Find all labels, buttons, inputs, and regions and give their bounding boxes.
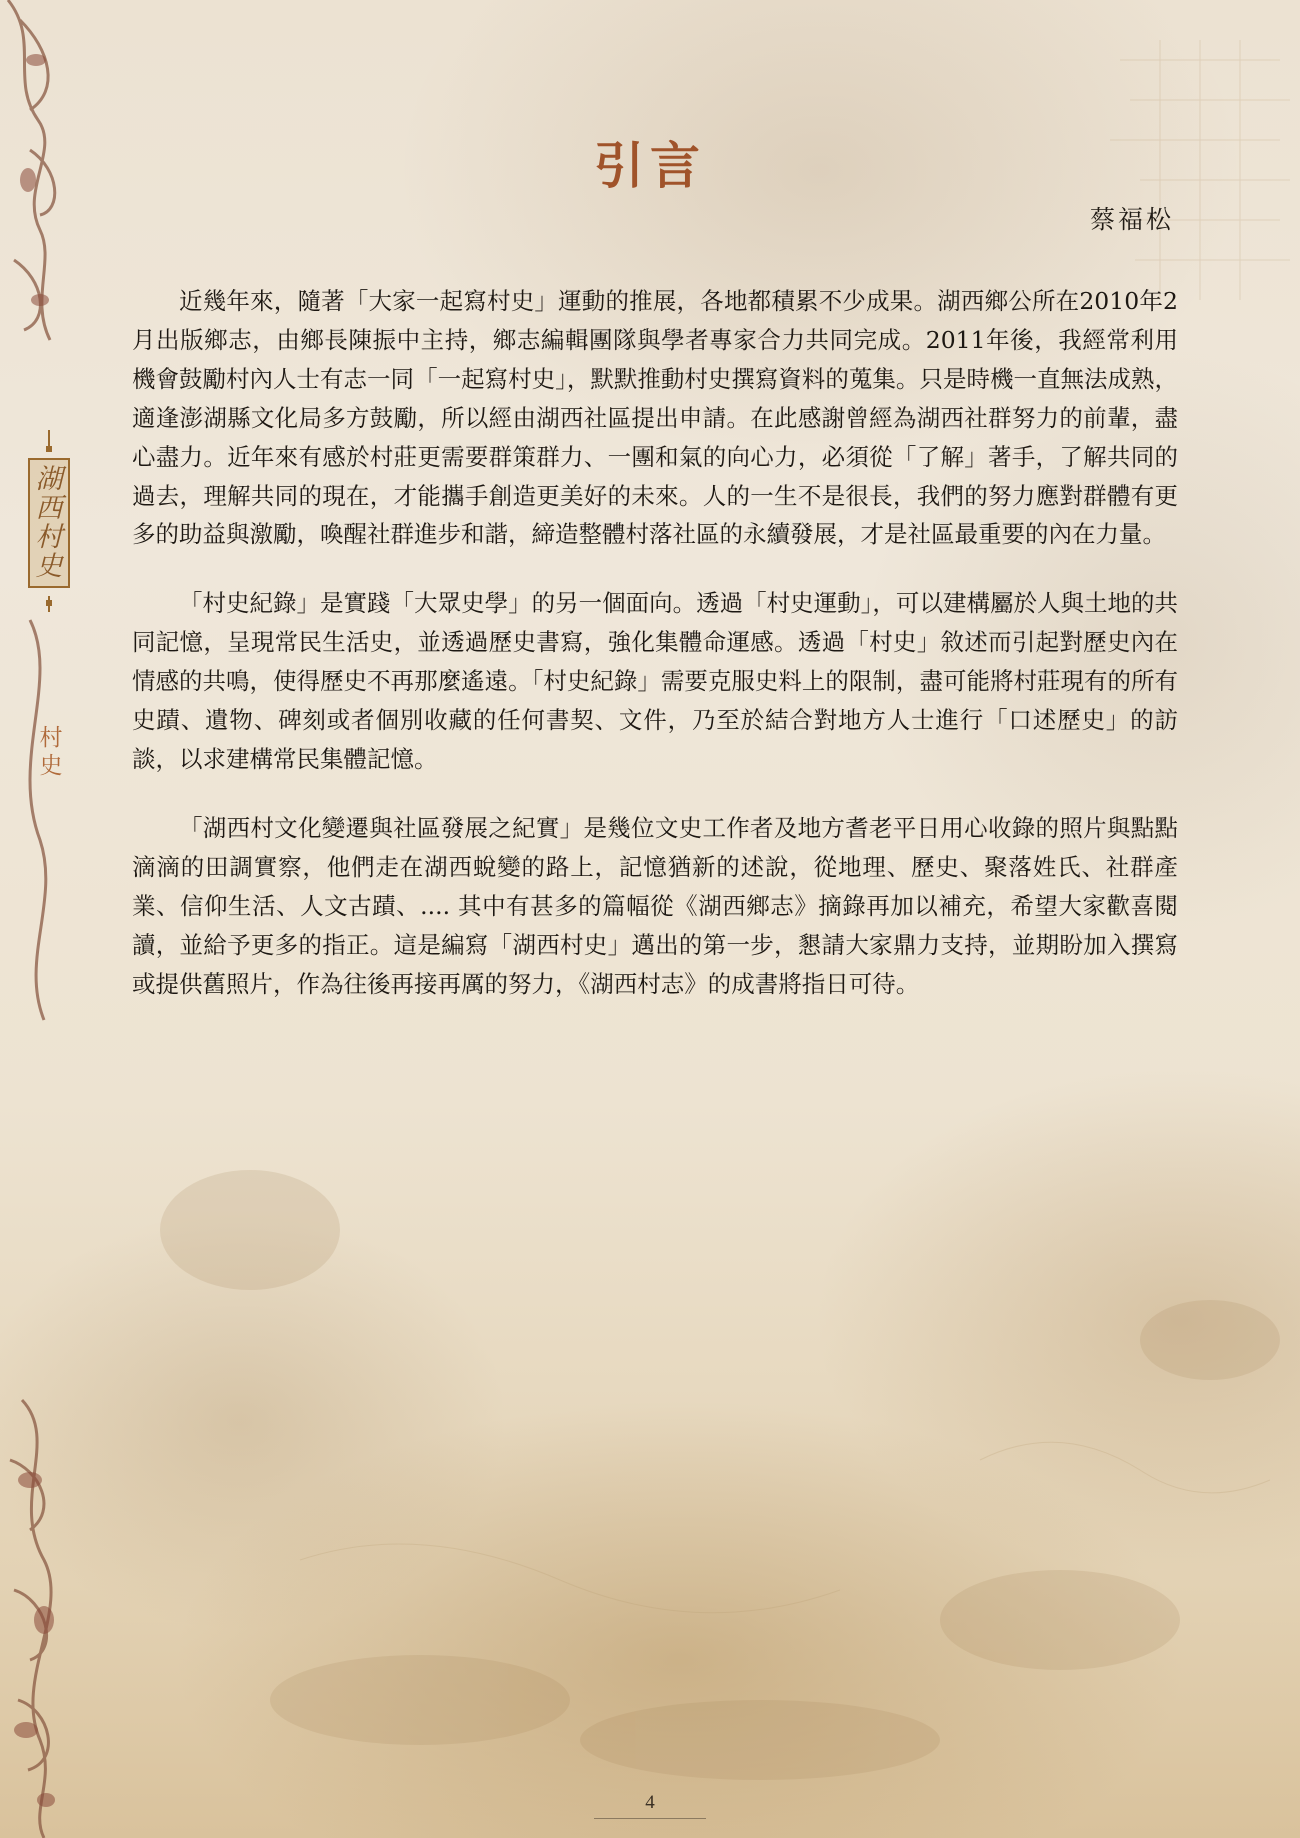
article-body [132, 282, 1178, 1033]
floral-border-ornament [0, 0, 80, 1838]
side-section-label [36, 724, 66, 780]
paragraph-2: 「村史紀錄」是實踐「大眾史學」的另一個面向。透過「村史運動」，可以建構屬於人與土地的共同記憶，呈現常民生活史，並透過歷史書寫，強化集體命運感。透過「村史」敘述而引起對歷史內在情感的共鳴，使得歷史不再那麼遙遠。「村史紀錄」需要克服史料上的限制，盡可能將村莊現有的所有史蹟、遺物、碑刻或者個別收藏的任何書契、文件，乃至於結合對地方人士進行「口述歷史」的訪談，以求建構常民集體記憶。 [132, 589, 1178, 773]
page-number-rule [594, 1818, 706, 1819]
badge-char: 湖 [35, 464, 63, 495]
side-label-char: 史 [39, 753, 63, 779]
section-badge [28, 458, 70, 588]
badge-dot-bottom [46, 600, 52, 606]
badge-char: 史 [35, 551, 63, 582]
page-number: 4 [645, 1792, 655, 1813]
side-label-char: 村 [39, 725, 63, 751]
page-title: 引言 [594, 136, 706, 195]
paragraph-1: 近幾年來，隨著「大家一起寫村史」運動的推展，各地都積累不少成果。湖西鄉公所在2010年2月出版鄉志，由鄉長陳振中主持，鄉志編輯團隊與學者專家合力共同完成。2011年後，我經常利用機會鼓勵村內人士有志一同「一起寫村史」，默默推動村史撰寫資料的蒐集。只是時機一直無法成熟，適逢澎湖縣文化局多方鼓勵，所以經由湖西社區提出申請。在此感謝曾經為湖西社群努力的前輩，盡心盡力。近年來有感於村莊更需要群策群力、一團和氣的向心力，必須從「了解」著手，了解共同的過去，理解共同的現在，才能攜手創造更美好的未來。人的一生不是很長，我們的努力應對群體有更多的助益與激勵，喚醒社群進步和諧，締造整體村落社區的永續發展，才是社區最重要的內在力量。 [132, 287, 1178, 549]
paragraph-3: 「湖西村文化變遷與社區發展之紀實」是幾位文史工作者及地方耆老平日用心收錄的照片與點點滴滴的田調實察，他們走在湖西蛻變的路上，記憶猶新的述說，從地理、歷史、聚落姓氏、社群產業、信仰生活、人文古蹟、.... 其中有甚多的篇幅從《湖西鄉志》摘錄再加以補充，希望大家歡喜閱讀，並給予更多的指正。這是編寫「湖西村史」邁出的第一步，懇請大家鼎力支持，並期盼加入撰寫或提供舊照片，作為往後再接再厲的努力，《湖西村志》的成書將指日可待。 [132, 813, 1178, 998]
badge-char: 西 [35, 493, 63, 524]
badge-char: 村 [35, 522, 63, 553]
badge-dot-top [46, 446, 52, 452]
author-name: 蔡福松 [1089, 205, 1174, 234]
